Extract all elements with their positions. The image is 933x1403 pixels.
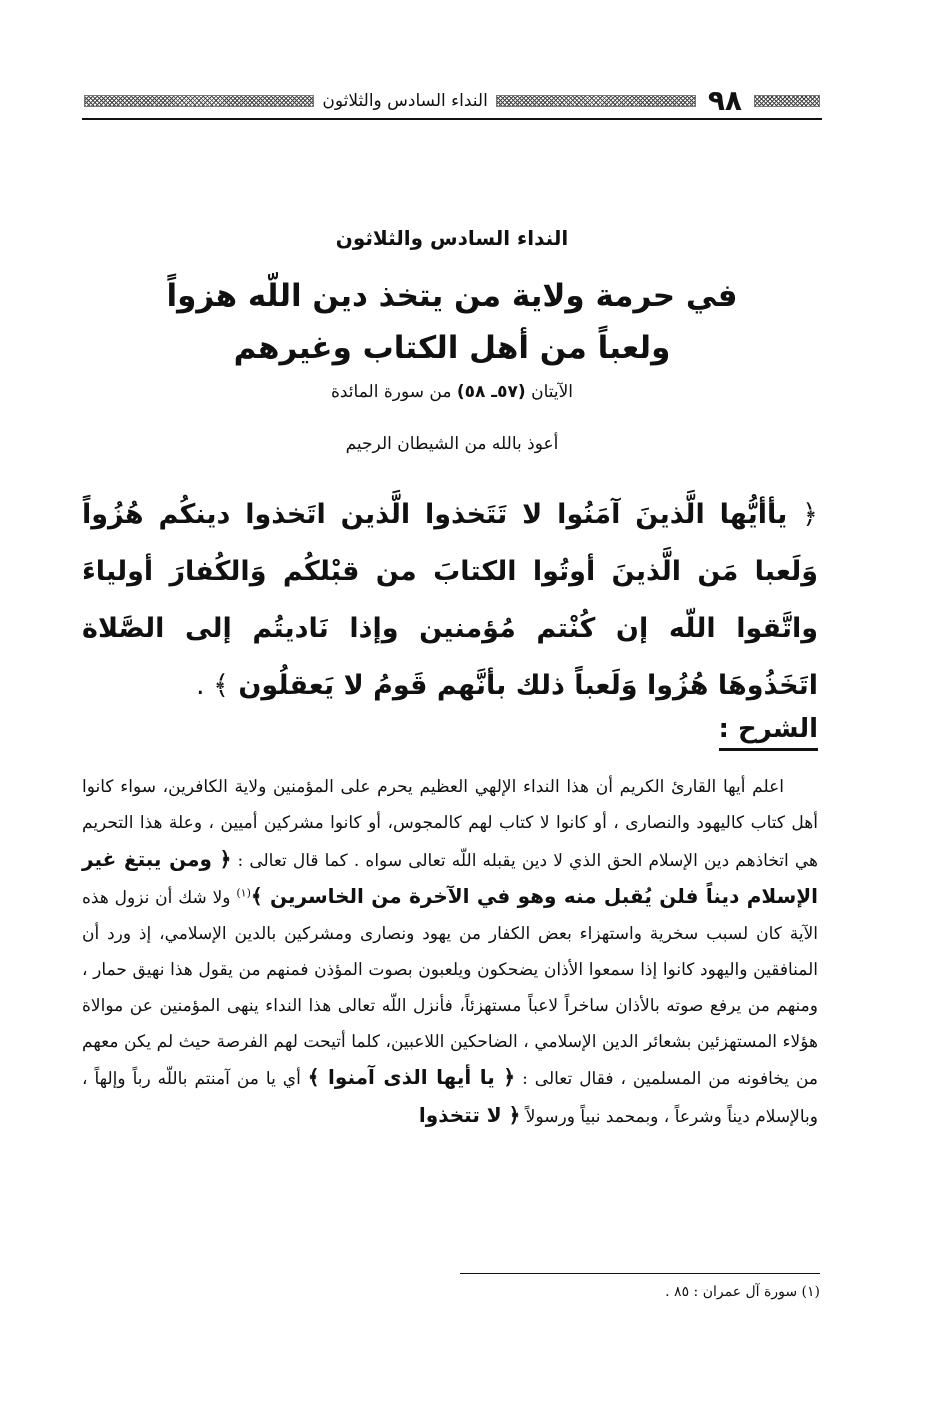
header-ornament-right xyxy=(754,95,820,107)
quote-quran-2: ﴿ يا أيها الذى آمنوا ﴾ xyxy=(307,1065,516,1090)
explanation-segment-1: اعلم أيها القارئ الكريم أن هذا النداء الإلهي العظيم يحرم على المؤمنين ولاية الكافرين، سواء كانوا أهل كتاب كاليهود والنصارى ، أو كانوا لا كتاب لهم كالمجوس، أو كانوا مشركين أميين ، وعلة هذا التحريم هي اتخاذهم دين الإسلام الحق الذي لا دين يقبله اللّه تعالى سواه . كما قال تعالى : xyxy=(82,777,818,871)
quote-quran-3: ﴿ لا تتخذوا xyxy=(418,1103,521,1128)
explanation-segment-2: ولا شك أن نزول هذه الآية كان لسبب سخرية واستهزاء بعض الكفار من يهود ونصارى ومشركين بالدين الإسلامي، إذ ورد أن المنافقين واليهود كانوا إذا سمعوا الأذان يضحكون ويلعبون بصوت المؤذن فمنهم من يقول هذا نهيق حمار ، ومنهم من يرفع صوته بالأذان ساخراً لاعباً مستهزئاً، فأنزل اللّه تعالى هذا النداء ينهى المؤمنين عن موالاة هؤلاء المستهزئين بشعائر الدين الإسلامي ، الضاحكين اللاعبين، كلما أتيحت لهم الفرصة حيث لم يكن معهم من يخافونه من المسلمين ، فقال تعالى : xyxy=(82,888,818,1090)
verses-prefix: الآيتان xyxy=(531,382,574,402)
verses-numbers: (٥٧ـ ٥٨) xyxy=(456,382,526,402)
verses-suffix: من سورة المائدة xyxy=(330,382,452,402)
page-number: ٩٨ xyxy=(707,84,742,117)
header-rule xyxy=(82,118,822,120)
footnote: (١) سورة آل عمران : ٨٥ . xyxy=(665,1284,820,1300)
footnote-ref[interactable]: (١) xyxy=(236,886,251,900)
explanation-segment-3: أي يا من آمنتم باللّه رباً وإلهاً ، وبالإسلام ديناً وشرعاً ، وبمحمد نبياً ورسولاً xyxy=(82,1069,818,1128)
explanation-paragraph xyxy=(82,770,818,1136)
header-ornament-middle xyxy=(496,95,696,107)
verse-open-bracket: ﴿ xyxy=(802,499,818,530)
chapter-label: النداء السادس والثلاثون xyxy=(335,226,569,250)
verses-reference xyxy=(82,382,822,402)
chapter-title-line-2: ولعباً من أهل الكتاب وغيرهم xyxy=(233,330,671,366)
header-ornament-left xyxy=(84,95,314,107)
running-header-title: النداء السادس والثلاثون xyxy=(322,91,488,111)
chapter-title xyxy=(82,270,822,374)
isti3adha: أعوذ بالله من الشيطان الرجيم xyxy=(345,434,559,454)
verse-close-bracket: ﴾ . xyxy=(195,670,229,701)
quote-quran-1: ﴿ ومن يبتغ غير الإسلام ديناً فلن يُقبل منه وهو في الآخرة من الخاسرين ﴾ xyxy=(82,846,818,909)
chapter-title-line-1: في حرمة ولاية من يتخذ دين اللّه هزواً xyxy=(166,278,738,314)
sharh-heading: الشرح : xyxy=(719,712,819,751)
running-header xyxy=(84,84,820,118)
explanation-body xyxy=(82,770,818,1136)
footnote-rule xyxy=(460,1273,820,1274)
quran-verse xyxy=(82,486,818,714)
verse-text: يأأيُّها الَّذينَ آمَنُوا لا تَتَخذوا الَّذين اتَخذوا دينكُم هُزُواً وَلَعبا مَن الَّذينَ أوتُوا الكتابَ من قبْلكُم وَالكُفارَ أولياءَ واتَّقوا اللّه إن كُنْتم مُؤمنين وإذا نَاديتُم إلى الصَّلاة اتَخَذُوهَا هُزُوا وَلَعباً ذلك بأنَّهم قَومُ لا يَعقلُون xyxy=(82,499,818,701)
